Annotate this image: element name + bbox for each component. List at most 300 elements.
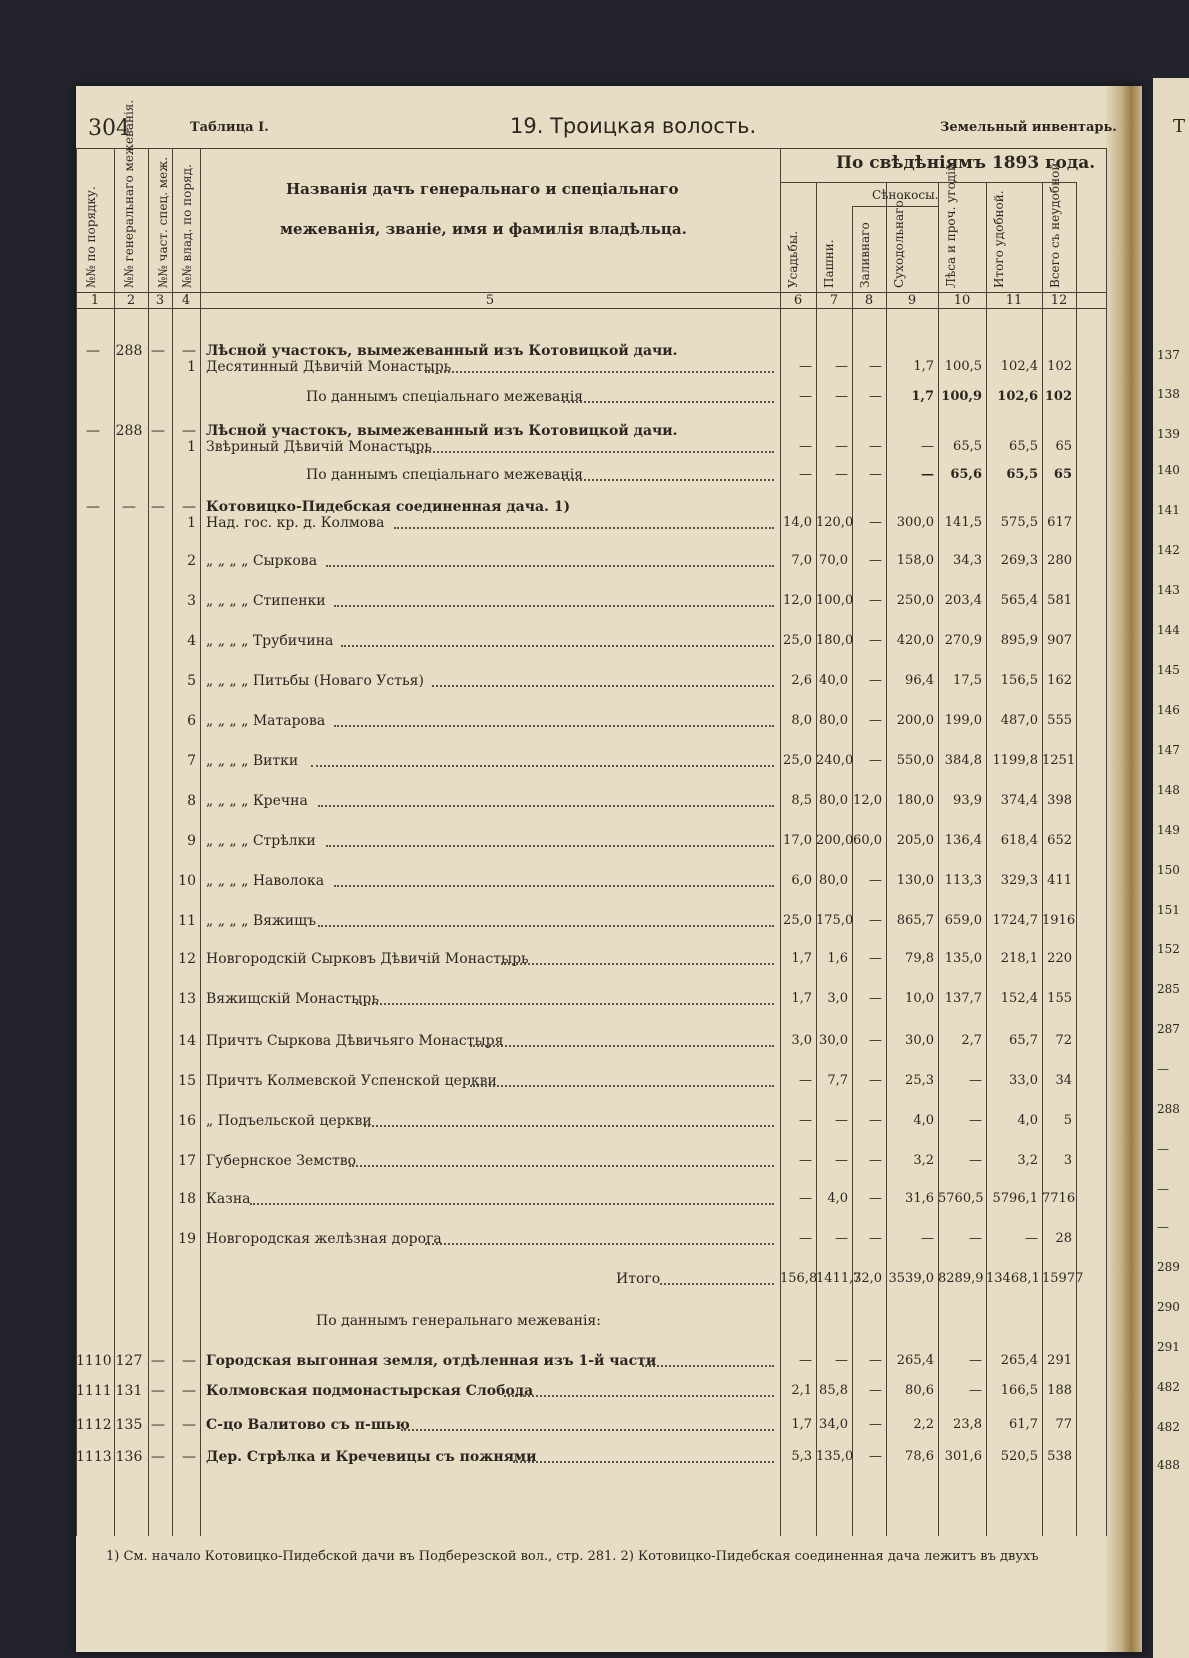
group-header: По свѣдѣніямъ 1893 года.: [836, 153, 1096, 173]
next-page-row: 144: [1157, 623, 1180, 637]
row-c6: 8,0: [791, 713, 812, 728]
row-c3: —: [151, 1383, 165, 1399]
row-c9: 200,0: [896, 713, 934, 728]
column-header-c11: Итого удобной.: [992, 190, 1006, 288]
row-c6: 25,0: [783, 913, 812, 928]
row-c12: 7716: [1042, 1191, 1076, 1206]
row-leader: [401, 1429, 774, 1431]
row-c6: 12,0: [783, 593, 812, 608]
row-c8: —: [869, 713, 882, 728]
row-c11: 895,9: [1000, 633, 1038, 648]
row-c3: —: [151, 1417, 165, 1433]
row-leader: [334, 885, 774, 887]
row-c11: 565,4: [1000, 593, 1038, 608]
next-page-row: 285: [1157, 982, 1180, 996]
row-c4: 17: [178, 1153, 196, 1169]
row-c12: 617: [1047, 515, 1072, 530]
column-number: 9: [907, 293, 917, 308]
row-c12: 15977: [1042, 1271, 1084, 1286]
row-c11: 156,5: [1000, 673, 1038, 688]
row-c6: —: [799, 359, 812, 374]
row-name: „ „ „ „ Матарова: [206, 713, 326, 729]
row-c9: 3,2: [913, 1153, 934, 1168]
row-leader: [394, 527, 774, 529]
row-c2: —: [122, 499, 136, 515]
row-c9: 130,0: [896, 873, 934, 888]
row-c9: 4,0: [913, 1113, 934, 1128]
row-c8: —: [869, 1073, 882, 1088]
row-c7: —: [835, 1231, 848, 1246]
next-page-row: 139: [1157, 427, 1180, 441]
row-c8: —: [869, 515, 882, 530]
row-c8: —: [869, 467, 882, 482]
row-c7: 85,8: [819, 1383, 848, 1398]
row-c8: —: [869, 991, 882, 1006]
row-c12: 555: [1047, 713, 1072, 728]
row-c8: —: [869, 1383, 882, 1398]
row-c4: 1: [187, 439, 196, 455]
next-page-row: 138: [1157, 387, 1180, 401]
row-leader: [501, 963, 774, 965]
row-name: Новгородскій Сырковъ Дѣвичій Монастырь: [206, 951, 529, 967]
row-c7: 200,0: [816, 833, 854, 848]
row-c10: 100,5: [944, 359, 982, 374]
row-c10: 100,9: [941, 389, 982, 404]
page-title: 19. Троицкая волость.: [510, 114, 757, 138]
row-c12: 65: [1055, 439, 1072, 454]
row-c8: —: [869, 553, 882, 568]
row-leader: [432, 685, 774, 687]
row-c10: 23,8: [953, 1417, 982, 1432]
next-page-row: 140: [1157, 463, 1180, 477]
row-name: „ Подъельской церкви: [206, 1113, 372, 1129]
row-c11: 102,4: [1000, 359, 1038, 374]
row-c9: 205,0: [896, 833, 934, 848]
column-rule: [200, 148, 201, 1536]
row-c4: —: [182, 423, 196, 439]
next-page-row: 152: [1157, 942, 1180, 956]
row-c7: 70,0: [819, 553, 848, 568]
row-c4: 3: [187, 593, 196, 609]
row-c9: —: [921, 439, 934, 454]
row-c7: 100,0: [816, 593, 854, 608]
column-header-c7: Пашни.: [822, 239, 836, 288]
row-name: С-цо Валитово съ п-шью: [206, 1417, 410, 1433]
column-number: 4: [181, 293, 191, 308]
row-leader: [334, 605, 774, 607]
row-c7: 1411,3: [816, 1271, 862, 1286]
column-header-c9: Суходольнаго.: [892, 196, 906, 288]
row-name: По даннымъ спеціальнаго межеванія: [306, 389, 584, 405]
row-leader: [326, 565, 774, 567]
row-c11: 269,3: [1000, 553, 1038, 568]
row-c8: —: [869, 633, 882, 648]
row-c8: —: [869, 359, 882, 374]
row-c6: 156,8: [780, 1271, 818, 1286]
row-c10: 136,4: [944, 833, 982, 848]
row-c11: 152,4: [1000, 991, 1038, 1006]
row-name: „ „ „ „ Наволока: [206, 873, 325, 889]
row-c10: 270,9: [944, 633, 982, 648]
row-c7: 240,0: [816, 753, 854, 768]
row-c8: —: [869, 1231, 882, 1246]
row-name: Итого: [616, 1271, 661, 1287]
row-c2: 288: [115, 423, 143, 439]
row-c3: —: [151, 343, 165, 359]
row-c7: —: [835, 1153, 848, 1168]
row-leader: [563, 479, 774, 481]
row-c9: 3539,0: [888, 1271, 934, 1286]
row-c4: —: [182, 1417, 196, 1433]
row-c8: —: [869, 389, 882, 404]
row-leader: [364, 1125, 774, 1127]
row-c12: 102: [1047, 359, 1072, 374]
next-page-row: —: [1157, 1142, 1169, 1156]
row-c11: 13468,1: [986, 1271, 1040, 1286]
row-c9: 1,7: [911, 389, 934, 404]
row-name: Причтъ Сыркова Дѣвичьяго Монастыря: [206, 1033, 504, 1049]
row-c11: 3,2: [1017, 1153, 1038, 1168]
row-leader: [311, 765, 774, 767]
row-c12: 280: [1047, 553, 1072, 568]
row-c7: 175,0: [816, 913, 854, 928]
row-c9: 865,7: [896, 913, 934, 928]
row-c11: 65,5: [1009, 439, 1038, 454]
column-rule: [1042, 182, 1043, 1536]
row-c10: 34,3: [953, 553, 982, 568]
row-c2: 288: [115, 343, 143, 359]
row-c10: 65,5: [953, 439, 982, 454]
next-page-row: 150: [1157, 863, 1180, 877]
row-c4: 11: [178, 913, 196, 929]
row-name: По даннымъ спеціальнаго межеванія: [306, 467, 584, 483]
column-number: 8: [864, 293, 874, 308]
row-c4: —: [182, 1353, 196, 1369]
row-c12: 102: [1044, 389, 1072, 404]
row-leader: [660, 1283, 774, 1285]
row-c12: 65: [1053, 467, 1072, 482]
row-c7: 80,0: [819, 793, 848, 808]
next-page-row: 291: [1157, 1340, 1180, 1354]
row-c4: —: [182, 1449, 196, 1465]
row-c7: 80,0: [819, 873, 848, 888]
column-header-c2: №№ генеральнаго межеванія.: [122, 99, 136, 288]
row-c10: 203,4: [944, 593, 982, 608]
row-c10: 17,5: [953, 673, 982, 688]
row-c4: 2: [187, 553, 196, 569]
row-c6: —: [799, 467, 812, 482]
row-c9: 550,0: [896, 753, 934, 768]
row-c9: 2,2: [913, 1417, 934, 1432]
row-c6: 1,7: [791, 951, 812, 966]
row-leader: [349, 1165, 774, 1167]
row-c11: 218,1: [1000, 951, 1038, 966]
row-c11: 65,7: [1009, 1033, 1038, 1048]
row-c1: —: [86, 343, 100, 359]
next-page-row: —: [1157, 1062, 1169, 1076]
row-c11: 166,5: [1000, 1383, 1038, 1398]
row-c12: 907: [1047, 633, 1072, 648]
row-leader: [341, 645, 774, 647]
row-c10: 113,3: [944, 873, 982, 888]
row-leader: [470, 1045, 774, 1047]
row-c6: —: [799, 439, 812, 454]
row-c8: —: [869, 1353, 882, 1368]
row-c10: 141,5: [944, 515, 982, 530]
row-c9: 80,6: [905, 1383, 934, 1398]
row-c2: 131: [115, 1383, 143, 1399]
row-c12: 3: [1063, 1153, 1072, 1168]
row-c12: 72: [1055, 1033, 1072, 1048]
row-c7: —: [835, 467, 848, 482]
row-c2: 136: [115, 1449, 143, 1465]
row-c7: —: [835, 1113, 848, 1128]
row-name: Лѣсной участокъ, вымежеванный изъ Котовицкой дачи.: [206, 423, 678, 439]
row-c7: 80,0: [819, 713, 848, 728]
row-name: Городская выгонная земля, отдѣленная изъ 1-й части: [206, 1353, 657, 1369]
row-c2: 135: [115, 1417, 143, 1433]
row-c12: 28: [1055, 1231, 1072, 1246]
row-c4: 16: [178, 1113, 196, 1129]
row-c6: 8,5: [791, 793, 812, 808]
column-header-c1: №№ по порядку.: [84, 186, 98, 288]
next-page-row: 148: [1157, 783, 1180, 797]
row-c4: 10: [178, 873, 196, 889]
row-c6: 5,3: [791, 1449, 812, 1464]
row-c12: 581: [1047, 593, 1072, 608]
row-c12: 77: [1055, 1417, 1072, 1432]
row-c7: 4,0: [827, 1191, 848, 1206]
column-header-c6: Усадьбы.: [786, 230, 800, 288]
next-page-row: 141: [1157, 503, 1180, 517]
row-c9: 180,0: [896, 793, 934, 808]
next-page-edge: [1153, 78, 1189, 1658]
column-number: 1: [90, 293, 100, 308]
row-c7: 135,0: [816, 1449, 854, 1464]
column-number: 7: [829, 293, 839, 308]
row-c4: 5: [187, 673, 196, 689]
row-c9: 30,0: [905, 1033, 934, 1048]
row-c12: 652: [1047, 833, 1072, 848]
row-leader: [326, 845, 774, 847]
row-leader: [318, 805, 774, 807]
column-number: 11: [1005, 293, 1023, 308]
row-c8: 60,0: [853, 833, 882, 848]
next-page-row: 289: [1157, 1260, 1180, 1274]
row-c10: 65,6: [950, 467, 982, 482]
row-c9: 250,0: [896, 593, 934, 608]
row-c11: 65,5: [1006, 467, 1038, 482]
row-c6: 14,0: [783, 515, 812, 530]
row-c9: 78,6: [905, 1449, 934, 1464]
row-c9: 10,0: [905, 991, 934, 1006]
row-c6: —: [799, 1113, 812, 1128]
row-c7: —: [835, 1353, 848, 1368]
column-number: 3: [155, 293, 165, 308]
row-c11: 102,6: [997, 389, 1038, 404]
next-page-row: 149: [1157, 823, 1180, 837]
row-c10: —: [969, 1383, 982, 1398]
row-c6: 1,7: [791, 1417, 812, 1432]
row-c9: 1,7: [913, 359, 934, 374]
page-number: 304: [88, 116, 130, 141]
rule-group: [780, 182, 1076, 183]
row-leader: [470, 1085, 774, 1087]
row-c11: 265,4: [1000, 1353, 1038, 1368]
row-c10: 659,0: [944, 913, 982, 928]
row-c9: —: [921, 467, 934, 482]
row-c10: —: [969, 1353, 982, 1368]
row-leader: [425, 1243, 774, 1245]
row-name: Дер. Стрѣлка и Кречевицы съ пожнями: [206, 1449, 537, 1465]
row-name: Над. гос. кр. д. Колмова: [206, 515, 385, 531]
column-number: 6: [793, 293, 803, 308]
row-c6: —: [799, 1231, 812, 1246]
row-c9: —: [921, 1231, 934, 1246]
column-rule: [886, 182, 887, 1536]
row-c6: —: [799, 1073, 812, 1088]
next-page-row: 143: [1157, 583, 1180, 597]
row-name: Причтъ Колмевской Успенской церкви: [206, 1073, 497, 1089]
row-name: Новгородская желѣзная дорога: [206, 1231, 442, 1247]
row-name: „ „ „ „ Кречна: [206, 793, 308, 809]
row-c4: 1: [187, 515, 196, 531]
rule-top: [76, 148, 1106, 149]
row-c4: 7: [187, 753, 196, 769]
row-leader: [425, 371, 774, 373]
row-c8: —: [869, 439, 882, 454]
row-c7: 7,7: [827, 1073, 848, 1088]
row-c11: 1724,7: [992, 913, 1038, 928]
row-c9: 300,0: [896, 515, 934, 530]
row-c8: —: [869, 873, 882, 888]
row-c4: —: [182, 499, 196, 515]
row-leader: [563, 401, 774, 403]
row-c8: —: [869, 593, 882, 608]
row-c8: —: [869, 1449, 882, 1464]
row-c11: 5796,1: [992, 1191, 1038, 1206]
row-c6: 3,0: [791, 1033, 812, 1048]
next-page-row: 287: [1157, 1022, 1180, 1036]
row-c12: 411: [1047, 873, 1072, 888]
row-c2: 127: [115, 1353, 143, 1369]
row-c10: —: [969, 1113, 982, 1128]
row-c4: 14: [178, 1033, 196, 1049]
row-c10: 5760,5: [938, 1191, 984, 1206]
row-c1: 1111: [76, 1383, 112, 1399]
row-c10: 2,7: [961, 1033, 982, 1048]
row-c12: 538: [1047, 1449, 1072, 1464]
column-number: 2: [126, 293, 136, 308]
row-c6: —: [799, 1153, 812, 1168]
row-c11: 61,7: [1009, 1417, 1038, 1432]
row-name: Котовицко-Пидебская соединенная дача. 1): [206, 499, 571, 515]
row-c4: 8: [187, 793, 196, 809]
row-c7: 40,0: [819, 673, 848, 688]
row-c10: 301,6: [944, 1449, 982, 1464]
column-rule: [1106, 148, 1107, 1536]
next-page-row: 482: [1157, 1420, 1180, 1434]
row-c4: 13: [178, 991, 196, 1007]
row-c10: 199,0: [944, 713, 982, 728]
row-c10: 137,7: [944, 991, 982, 1006]
row-c12: 398: [1047, 793, 1072, 808]
row-name: „ „ „ „ Вяжищъ: [206, 913, 317, 929]
row-c8: —: [869, 913, 882, 928]
row-name: „ „ „ „ Трубичина: [206, 633, 334, 649]
column-header-c12: Всего съ неудобной.: [1048, 158, 1062, 288]
row-c6: 2,6: [791, 673, 812, 688]
row-c6: 25,0: [783, 753, 812, 768]
row-c9: 79,8: [905, 951, 934, 966]
column-number: 12: [1050, 293, 1068, 308]
row-c4: —: [182, 343, 196, 359]
row-c9: 96,4: [905, 673, 934, 688]
footnote: 1) См. начало Котовицко-Пидебской дачи въ Подберезской вол., стр. 281. 2) Котовицко-Пидебская соединенная дача лежитъ въ двухъ: [106, 1549, 1039, 1564]
row-c7: 180,0: [816, 633, 854, 648]
row-c8: —: [869, 1191, 882, 1206]
row-c1: —: [86, 423, 100, 439]
row-c11: 487,0: [1000, 713, 1038, 728]
row-c9: 420,0: [896, 633, 934, 648]
row-c12: 220: [1047, 951, 1072, 966]
row-c1: 1112: [76, 1417, 112, 1433]
row-name: Лѣсной участокъ, вымежеванный изъ Котовицкой дачи.: [206, 343, 678, 359]
row-name: Десятинный Дѣвичій Монастырь: [206, 359, 452, 375]
row-c11: 33,0: [1009, 1073, 1038, 1088]
row-c10: 135,0: [944, 951, 982, 966]
page-edge: [1106, 86, 1142, 1652]
row-leader: [513, 1461, 774, 1463]
next-page-row: —: [1157, 1220, 1169, 1234]
row-c11: 618,4: [1000, 833, 1038, 848]
row-c8: —: [869, 1153, 882, 1168]
table-label: Таблица I.: [190, 120, 269, 135]
column-header-c3: №№ част. спец. меж.: [156, 156, 170, 288]
column-header-c10: Лѣса и проч. угодій.: [944, 159, 958, 288]
row-c4: 19: [178, 1231, 196, 1247]
row-name: „ „ „ „ Сыркова: [206, 553, 318, 569]
column-rule: [986, 182, 987, 1536]
row-name: Вяжищскій Монастырь: [206, 991, 379, 1007]
row-c10: 384,8: [944, 753, 982, 768]
row-c9: 158,0: [896, 553, 934, 568]
row-leader: [410, 451, 774, 453]
row-name: По даннымъ генеральнаго межеванія:: [316, 1313, 601, 1329]
next-page-row: 488: [1157, 1458, 1180, 1472]
column-rule: [1076, 182, 1077, 1536]
row-c9: 25,3: [905, 1073, 934, 1088]
hay-header: Сѣнокосы.: [872, 188, 939, 202]
row-name: „ „ „ „ Питьбы (Новаго Устья): [206, 673, 424, 689]
row-leader: [318, 925, 774, 927]
next-page-row: 288: [1157, 1102, 1180, 1116]
row-c11: 374,4: [1000, 793, 1038, 808]
row-c6: 1,7: [791, 991, 812, 1006]
next-page-row: 137: [1157, 348, 1180, 362]
row-c7: 30,0: [819, 1033, 848, 1048]
next-page-head: Т: [1173, 116, 1186, 137]
row-c10: —: [969, 1153, 982, 1168]
row-name: „ „ „ „ Стипенки: [206, 593, 326, 609]
column-number: 10: [953, 293, 971, 308]
row-c7: 3,0: [827, 991, 848, 1006]
row-leader: [250, 1203, 774, 1205]
column-rule: [816, 182, 817, 1536]
row-leader: [334, 725, 774, 727]
row-c7: 120,0: [816, 515, 854, 530]
row-name: „ „ „ „ Стрѣлки: [206, 833, 316, 849]
